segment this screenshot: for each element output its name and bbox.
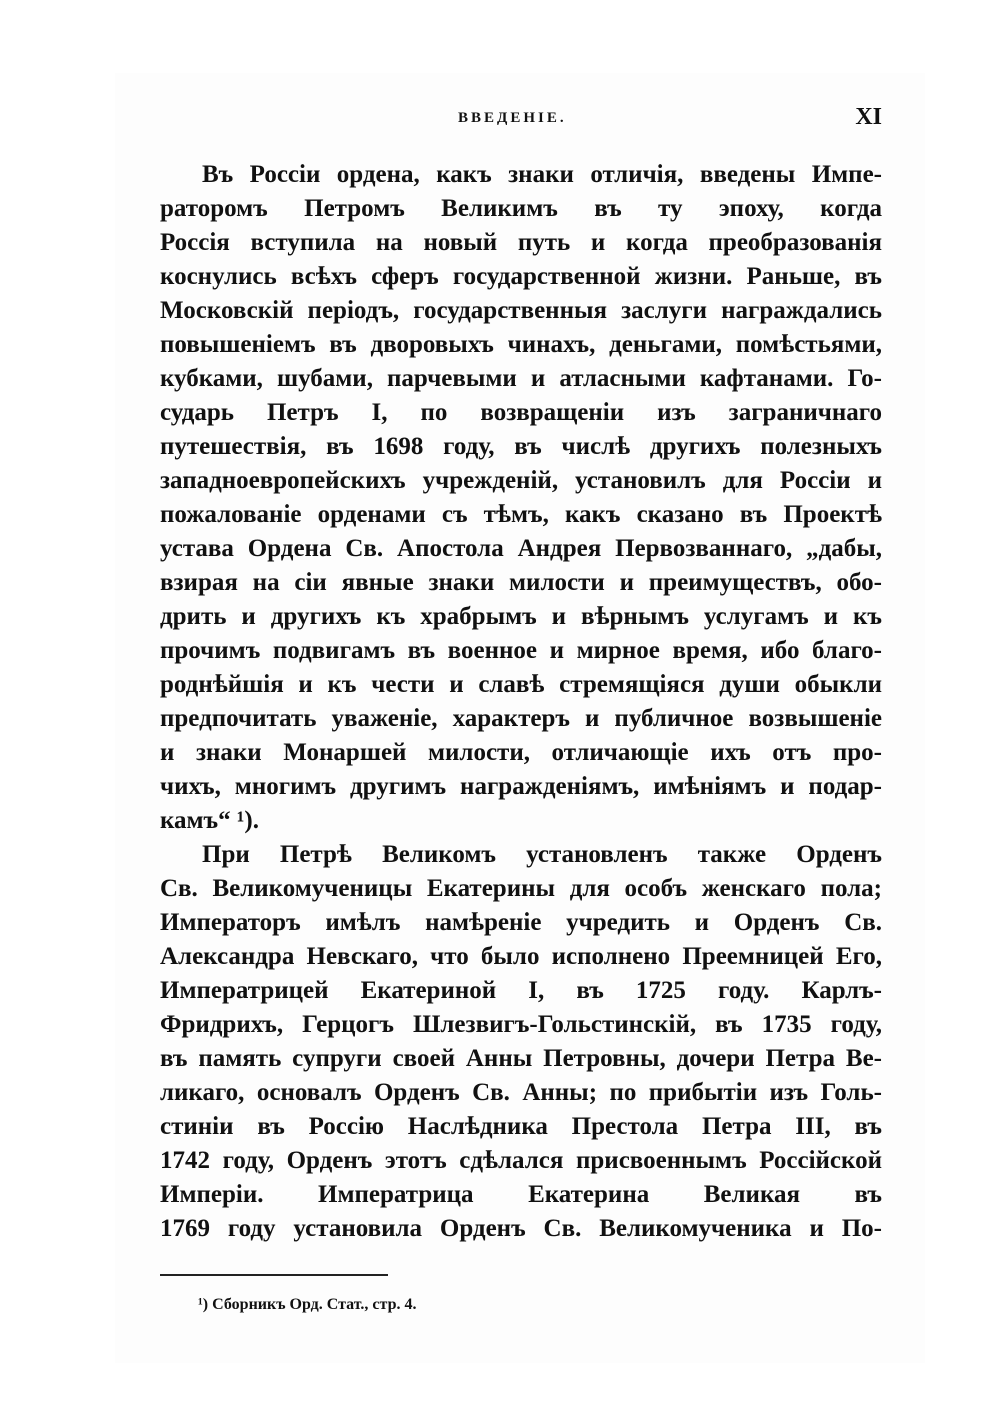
text-line: чихъ, многимъ другимъ награжденіямъ, имѣніямъ и подар- [160, 773, 882, 800]
running-head [160, 104, 882, 134]
text-line: повышеніемъ въ дворовыхъ чинахъ, деньгами, помѣстьями, [160, 331, 882, 358]
text-line: устава Ордена Св. Апостола Андрея Первозваннаго, „дабы, [160, 535, 882, 562]
text-line: Московскій періодъ, государственныя заслуги награждались [160, 297, 882, 324]
text-line: предпочитать уваженіе, характеръ и публичное возвышеніе [160, 705, 882, 732]
text-line: сударь Петръ I, по возвращеніи изъ заграничнаго [160, 399, 882, 426]
text-line: ликаго, основалъ Орденъ Св. Анны; по прибытіи изъ Голь- [160, 1079, 882, 1106]
footnote-marker: ¹) [198, 1296, 209, 1313]
text-line: въ память супруги своей Анны Петровны, дочери Петра Ве- [160, 1045, 882, 1072]
footnote [198, 1296, 416, 1314]
text-line-footnote-ref: камъ“ ¹). [160, 807, 259, 834]
text-line: 1769 году установила Орденъ Св. Великомученика и По- [160, 1215, 882, 1242]
footnote-divider [160, 1274, 388, 1276]
text-line: коснулись всѣхъ сферъ государственной жизни. Раньше, въ [160, 263, 882, 290]
text-line: прочимъ подвигамъ въ военное и мирное время, ибо благо- [160, 637, 882, 664]
text-line: Императоръ имѣлъ намѣреніе учредить и Орденъ Св. [160, 909, 882, 936]
text-line: Россія вступила на новый путь и когда преобразованія [160, 229, 882, 256]
text-line: дрить и другихъ къ храбрымъ и вѣрнымъ услугамъ и къ [160, 603, 882, 630]
text-line: роднѣйшія и къ чести и славѣ стремящіяся души обыкли [160, 671, 882, 698]
text-line: При Петрѣ Великомъ установленъ также Орденъ [202, 841, 882, 868]
text-line: Александра Невскаго, что было исполнено Преемницей Его, [160, 943, 882, 970]
text-line: Императрицей Екатериной I, въ 1725 году. Карлъ- [160, 977, 882, 1004]
text-line: раторомъ Петромъ Великимъ въ ту эпоху, когда [160, 195, 882, 222]
text-line: 1742 году, Орденъ этотъ сдѣлался присвоеннымъ Россійской [160, 1147, 882, 1174]
text-line: Имперіи. Императрица Екатерина Великая въ [160, 1181, 882, 1208]
running-title: ВВЕДЕНІЕ. [458, 110, 567, 126]
text-line: стиніи въ Россію Наслѣдника Престола Петра III, въ [160, 1113, 882, 1140]
body-text [160, 158, 882, 1246]
text-line: взирая на сіи явные знаки милости и преимуществъ, обо- [160, 569, 882, 596]
text-line: путешествія, въ 1698 году, въ числѣ другихъ полезныхъ [160, 433, 882, 460]
text-line: западноевропейскихъ учрежденій, установилъ для Россіи и [160, 467, 882, 494]
text-line: Фридрихъ, Герцогъ Шлезвигъ-Гольстинскій, въ 1735 году, [160, 1011, 882, 1038]
text-line: Св. Великомученицы Екатерины для особъ женскаго пола; [160, 875, 882, 902]
text-line: и знаки Монаршей милости, отличающіе ихъ отъ про- [160, 739, 882, 766]
text-line: Въ Россіи ордена, какъ знаки отличія, введены Импе- [202, 161, 882, 188]
page-number: XI [855, 104, 882, 130]
footnote-text: Сборникъ Орд. Стат., стр. 4. [212, 1296, 417, 1313]
text-line: кубками, шубами, парчевыми и атласными кафтанами. Го- [160, 365, 882, 392]
text-line: пожалованіе орденами съ тѣмъ, какъ сказано въ Проектѣ [160, 501, 882, 528]
